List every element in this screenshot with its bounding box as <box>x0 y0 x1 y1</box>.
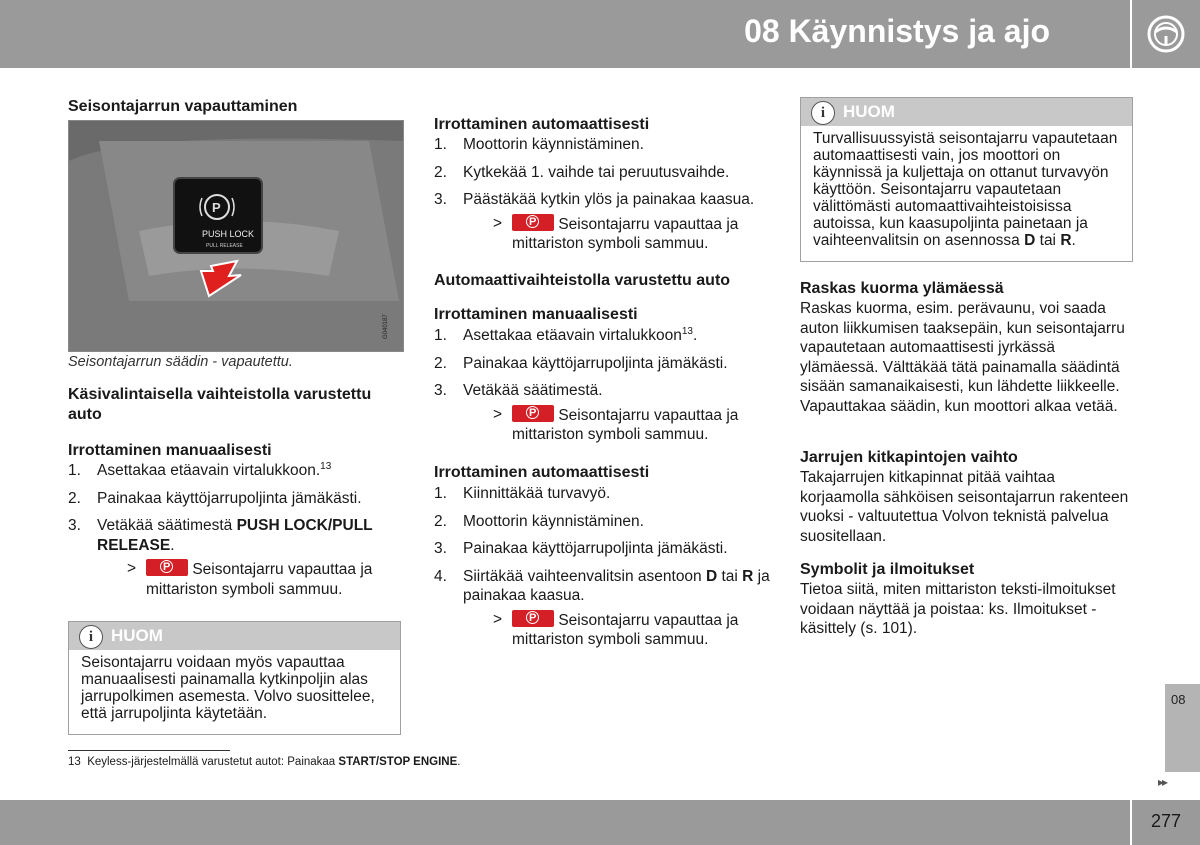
list-item: 3. Vetäkää säätimestä. > P Seisontajarru vapauttaa ja mittariston symboli sammuu. <box>434 381 774 445</box>
svg-text:P: P <box>212 200 221 215</box>
steering-wheel-icon <box>1146 14 1186 54</box>
note-title: HUOM <box>843 102 895 121</box>
note-text: Seisontajarru voidaan myös vapauttaa manuaalisesti painamalla kytkinpoljin alas jarrupolkimen asemesta. Volvo suosittelee, että jarrupoljinta käytetään. <box>81 654 375 722</box>
parking-brake-figure <box>68 120 404 352</box>
list-item: 2. Painakaa käyttöjarrupoljinta jämäkästi. <box>434 354 728 372</box>
symbols-title: Symbolit ja ilmoitukset <box>800 561 975 578</box>
note-header <box>69 622 400 650</box>
list-item: 2. Moottorin käynnistäminen. <box>434 512 644 530</box>
step-result: > P Seisontajarru vapauttaa ja mittariston symboli sammuu. <box>493 214 739 252</box>
list-item: 3. Vetäkää säätimestä PUSH LOCK/PULL RELEASE. > P Seisontajarru vapauttaa ja mittariston symboli sammuu. <box>68 516 402 599</box>
parking-brake-symbol-icon: P <box>512 610 554 627</box>
list-item: 2. Kytkekää 1. vaihde tai peruutusvaihde. <box>434 163 730 181</box>
list-item: 2. Painakaa käyttöjarrupoljinta jämäkästi. <box>68 489 362 507</box>
button-label-pull-release: PULL RELEASE <box>206 243 243 249</box>
manual-release-steps-2 <box>434 326 774 453</box>
manual-release-title: Irrottaminen manuaalisesti <box>68 442 272 459</box>
note-box <box>68 621 401 735</box>
automatic-gearbox-heading: Automaattivaihteistolla varustettu auto <box>434 272 731 289</box>
parking-brake-illustration <box>69 121 403 351</box>
list-item: 3. Päästäkää kytkin ylös ja painakaa kaasua. > P Seisontajarru vapauttaa ja mittariston symboli sammuu. <box>434 190 774 254</box>
step-result: > P Seisontajarru vapauttaa ja mittariston symboli sammuu. <box>493 610 739 648</box>
chapter-tab: 08 <box>1165 684 1200 772</box>
symbols-text: Tietoa siitä, miten mittariston teksti-ilmoitukset voidaan näyttää ja poistaa: ks. Ilmoitukset - käsittely (s. 101). <box>800 581 1116 637</box>
list-item: 1. Kiinnittäkää turvavyö. <box>434 485 611 502</box>
brake-pads-text: Takajarrujen kitkapinnat pitää vaihtaa korjaamolla sähköisen seisontajarrun rakenteen vuoksi - valtuutettua Volvon teknistä palvelua suositellaan. <box>800 469 1129 545</box>
auto-release-title-2: Irrottaminen automaattisesti <box>434 464 650 481</box>
auto-release-title: Irrottaminen automaattisesti <box>434 116 650 133</box>
note-text: Turvallisuussyistä seisontajarru vapautetaan automaattisesti vain, jos moottori on käynnissä ja kuljettaja on ottanut turvavyön käyttöön. Seisontajarru vapautetaan välittömästi automaattivaihteistoisissa autoissa, kun kaasupoljinta painetaan ja vaihteenvalitsin on asennossa D tai R. <box>813 130 1118 249</box>
footer-band <box>0 800 1130 845</box>
list-item: 1. Asettakaa etäavain virtalukkoon$^{13}$. <box>434 325 698 344</box>
chapter-icon-box <box>1132 0 1200 68</box>
list-item: 1. Asettakaa etäavain virtalukkoon.$^{13}$ <box>68 460 332 479</box>
next-page-arrows-icon: ▸▸ <box>1158 775 1167 789</box>
note-title: HUOM <box>111 626 163 645</box>
parking-brake-symbol-icon: P <box>512 405 554 422</box>
brake-pads-title: Jarrujen kitkapintojen vaihto <box>800 449 1018 466</box>
note-header <box>801 98 1132 126</box>
list-item: 4. Siirtäkää vaihteenvalitsin asentoon D tai R ja painakaa kaasua. > P Seisontajarru vapauttaa ja mittariston symboli sammuu. <box>434 567 774 650</box>
list-item: 1. Moottorin käynnistäminen. <box>434 136 644 153</box>
manual-gearbox-heading: Käsivalintaisella vaihteistolla varustettu auto <box>68 386 372 423</box>
section-heading: Seisontajarrun vapauttaminen <box>68 98 298 115</box>
auto-release-steps <box>434 135 774 262</box>
parking-brake-symbol-icon: P <box>146 559 188 576</box>
page-number-box <box>1132 800 1200 845</box>
chapter-title: 08 Käynnistys ja ajo <box>744 13 1050 49</box>
manual-release-steps <box>68 461 402 607</box>
page-number: 277 <box>1150 811 1182 831</box>
step-result: > P Seisontajarru vapauttaa ja mittariston symboli sammuu. <box>493 405 739 443</box>
step-result: > P Seisontajarru vapauttaa ja mittariston symboli sammuu. <box>127 560 373 598</box>
figure-caption: Seisontajarrun säädin - vapautettu. <box>68 354 293 370</box>
heavy-load-title: Raskas kuorma ylämäessä <box>800 280 1004 297</box>
info-icon: i <box>79 625 103 649</box>
list-item: 3. Painakaa käyttöjarrupoljinta jämäkästi. <box>434 540 728 557</box>
auto-release-steps-2 <box>434 484 774 658</box>
manual-release-title-2: Irrottaminen manuaalisesti <box>434 306 638 323</box>
info-icon: i <box>811 101 835 125</box>
footnote: 13 Keyless-järjestelmällä varustetut autot: Painakaa START/STOP ENGINE. <box>68 756 461 768</box>
note-box-2 <box>800 97 1133 262</box>
parking-brake-symbol-icon: P <box>512 214 554 231</box>
header-band <box>0 0 1130 68</box>
button-label-push-lock: PUSH LOCK <box>202 229 255 239</box>
heavy-load-text: Raskas kuorma, esim. perävaunu, voi saada auton liikkumisen taaksepäin, kun seisontajarru vapautetaan automaattisesti jyrkässä ylämäessä. Välttäkää tätä painamalla säädintä sisään samanaikaisesti, kun lähdette liikkeelle. Vapauttakaa säädin, kun moottori alkaa vetää. <box>800 300 1125 415</box>
footnote-rule <box>68 750 230 751</box>
figure-code: G040187 <box>383 314 389 339</box>
